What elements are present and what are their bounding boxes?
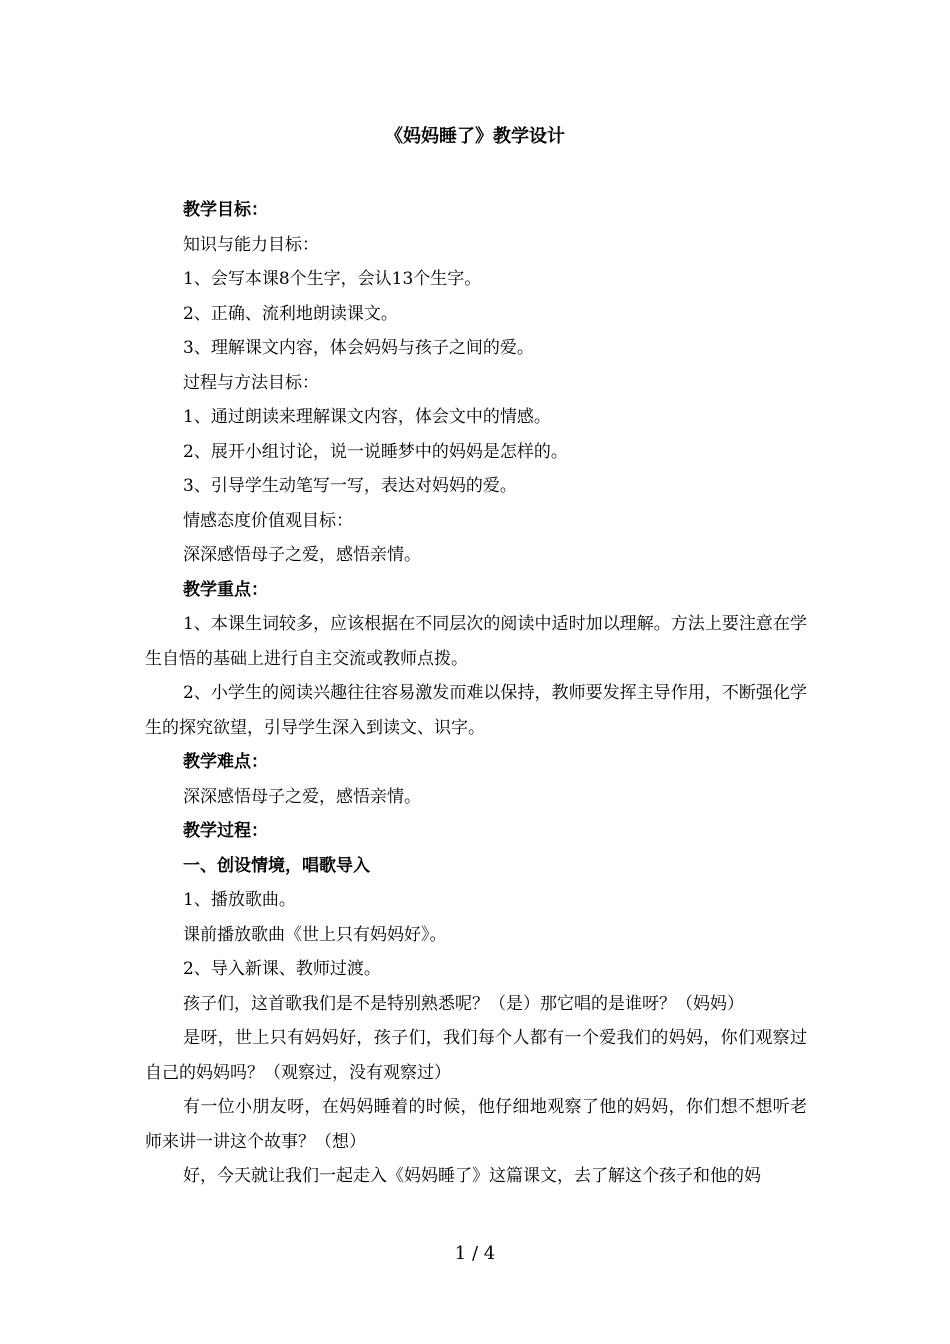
- body-paragraph: 课前播放歌曲《世上只有妈妈好》。: [183, 924, 447, 945]
- body-paragraph: 好，今天就让我们一起走入《妈妈睡了》这篇课文，去了解这个孩子和他的妈: [183, 1166, 761, 1186]
- list-item: 3、引导学生动笔写一写，表达对妈妈的爱。: [183, 476, 517, 496]
- heading-teaching-process: 教学过程：: [183, 821, 268, 841]
- body-paragraph: 深深感悟母子之爱，感悟亲情。: [183, 545, 421, 565]
- body-paragraph: 深深感悟母子之爱，感悟亲情。: [183, 786, 421, 807]
- subheading-process-goals: 过程与方法目标：: [183, 372, 319, 393]
- body-paragraph: 2、小学生的阅读兴趣往往容易激发而难以保持，教师要发挥主导作用，不断强化学生的探究欲望，引导学生深入到读文、识字。: [145, 683, 807, 738]
- heading-key-points: 教学重点：: [183, 579, 268, 600]
- list-item: 1、播放歌曲。: [183, 890, 296, 910]
- body-paragraph: 孩子们，这首歌我们是不是特别熟悉呢？（是）那它唱的是谁呀？（妈妈）: [183, 993, 744, 1014]
- document-title: 《妈妈睡了》教学设计: [385, 126, 565, 147]
- list-item: 2、展开小组讨论，说一说睡梦中的妈妈是怎样的。: [183, 441, 568, 462]
- document-body: [145, 193, 807, 1194]
- body-paragraph: 有一位小朋友呀，在妈妈睡着的时候，他仔细地观察了他的妈妈，你们想不想听老师来讲一讲这个故事？（想）: [145, 1097, 807, 1152]
- section-heading-1: 一、创设情境，唱歌导入: [183, 855, 370, 876]
- list-item: 1、通过朗读来理解课文内容，体会文中的情感。: [183, 407, 551, 427]
- subheading-emotion-goals: 情感态度价值观目标：: [183, 510, 353, 531]
- list-item: 1、会写本课8个生字，会认13个生字。: [183, 269, 482, 289]
- list-item: 2、正确、流利地朗读课文。: [183, 303, 398, 324]
- heading-difficulties: 教学难点：: [183, 752, 268, 772]
- list-item: 3、理解课文内容，体会妈妈与孩子之间的爱。: [183, 338, 534, 358]
- subheading-knowledge-goals: 知识与能力目标：: [183, 234, 319, 255]
- body-paragraph: 是呀，世上只有妈妈好，孩子们，我们每个人都有一个爱我们的妈妈，你们观察过自己的妈妈吗？（观察过，没有观察过）: [145, 1028, 807, 1083]
- page-indicator: 1 / 4: [454, 1243, 496, 1264]
- heading-teaching-goals: 教学目标：: [183, 200, 268, 220]
- body-paragraph: 1、本课生词较多，应该根据在不同层次的阅读中适时加以理解。方法上要注意在学生自悟的基础上进行自主交流或教师点拨。: [145, 614, 807, 669]
- list-item: 2、导入新课、教师过渡。: [183, 959, 381, 979]
